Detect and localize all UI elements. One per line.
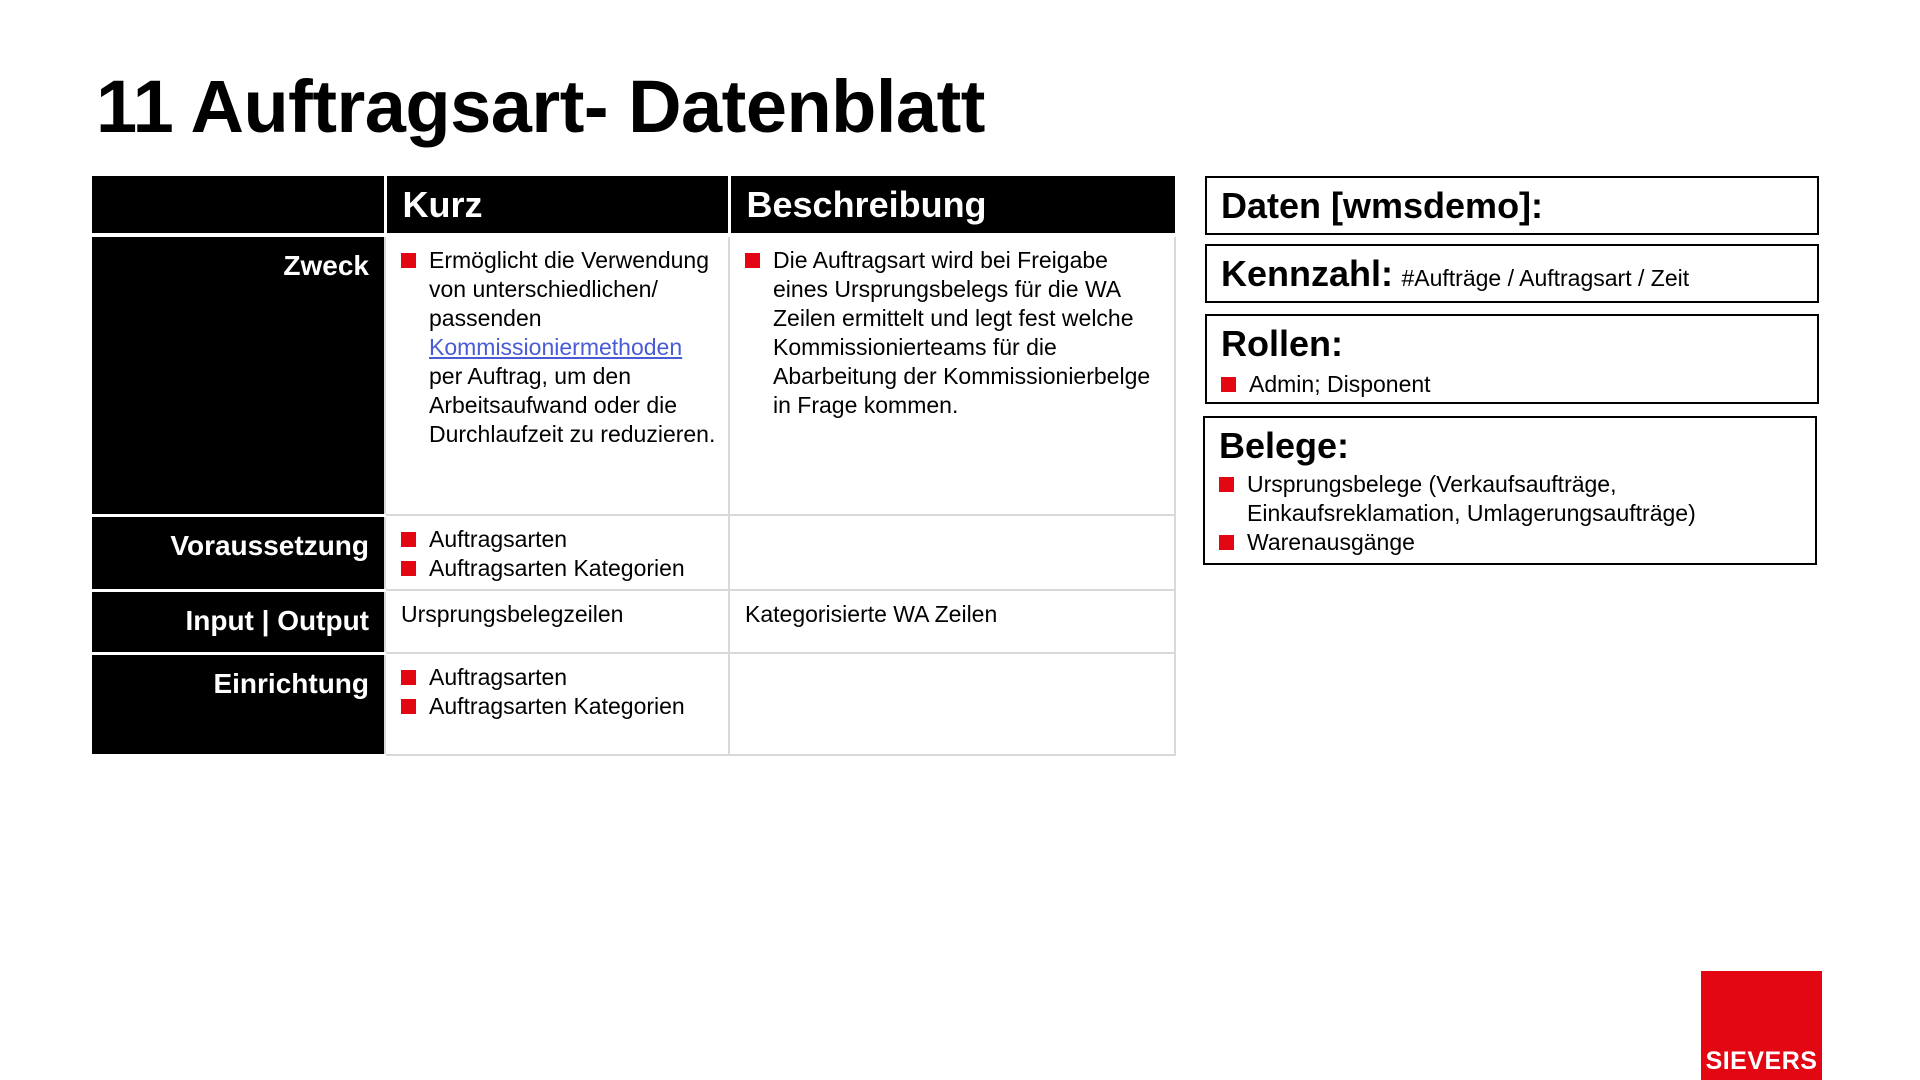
- cell-input-output-kurz: Ursprungsbelegzeilen: [385, 590, 729, 653]
- bullet-list: [401, 663, 716, 721]
- datasheet-table: [92, 176, 1176, 757]
- cell-zweck-kurz: [385, 235, 729, 515]
- kennzahl-line: [1207, 246, 1817, 294]
- rollen-box: [1205, 314, 1819, 404]
- belege-box: [1203, 416, 1817, 565]
- kennzahl-heading: Kennzahl:: [1221, 253, 1394, 294]
- cell-zweck-beschreibung: [729, 235, 1175, 515]
- bullet-list: [745, 246, 1162, 420]
- table-row-zweck: [92, 235, 1175, 515]
- list-item: Ursprungsbelege (Verkaufsaufträge, Einkaufsreklamation, Umlagerungsaufträge): [1219, 470, 1815, 528]
- header-blank-cell: [92, 176, 385, 235]
- daten-box: [1205, 176, 1819, 235]
- kennzahl-value: #Aufträge / Auftragsart / Zeit: [1401, 265, 1690, 291]
- cell-einrichtung-beschreibung: [729, 653, 1175, 755]
- sievers-logo: [1701, 971, 1822, 1080]
- table-header-row: [92, 176, 1175, 235]
- cell-voraussetzung-kurz: [385, 515, 729, 590]
- bullet-list: [401, 525, 716, 583]
- list-item: Auftragsarten: [401, 525, 716, 554]
- rollen-list: [1207, 364, 1817, 399]
- cell-einrichtung-kurz: [385, 653, 729, 755]
- logo-text: SIEVERS: [1705, 1047, 1818, 1075]
- bullet-list: [401, 246, 716, 449]
- header-beschreibung: Beschreibung: [729, 176, 1175, 235]
- cell-voraussetzung-beschreibung: [729, 515, 1175, 590]
- row-label-zweck: Zweck: [92, 235, 385, 515]
- kennzahl-box: [1205, 244, 1819, 303]
- table-row-voraussetzung: [92, 515, 1175, 590]
- list-item: Auftragsarten: [401, 663, 716, 692]
- list-item: [401, 246, 716, 449]
- list-item: Auftragsarten Kategorien: [401, 554, 716, 583]
- rollen-heading: Rollen:: [1221, 323, 1343, 364]
- list-item: Auftragsarten Kategorien: [401, 692, 716, 721]
- cell-input-output-beschreibung: Kategorisierte WA Zeilen: [729, 590, 1175, 653]
- list-item: Die Auftragsart wird bei Freigabe eines Ursprungsbelegs für die WA Zeilen ermittelt und legt fest welche Kommissionierteams für die Abarbeitung der Kommissionierbelge in Frage kommen.: [745, 246, 1162, 420]
- table-row-einrichtung: [92, 653, 1175, 755]
- kommissioniermethoden-link[interactable]: Kommissioniermethoden: [429, 334, 683, 360]
- belege-list: [1205, 466, 1815, 557]
- belege-heading: Belege:: [1219, 425, 1350, 466]
- header-kurz: Kurz: [385, 176, 729, 235]
- zweck-kurz-text-end: per Auftrag, um den Arbeitsaufwand oder die Durchlaufzeit zu reduzieren.: [429, 363, 716, 447]
- row-label-input-output: Input | Output: [92, 590, 385, 653]
- page-title: 11 Auftragsart- Datenblatt: [96, 65, 985, 148]
- row-label-einrichtung: Einrichtung: [92, 653, 385, 755]
- daten-heading: Daten [wmsdemo]:: [1221, 185, 1544, 226]
- list-item: Warenausgänge: [1219, 528, 1815, 557]
- table-row-input-output: [92, 590, 1175, 653]
- zweck-kurz-text-start: Ermöglicht die Verwendung von unterschiedlichen/ passenden: [429, 247, 709, 331]
- row-label-voraussetzung: Voraussetzung: [92, 515, 385, 590]
- list-item: Admin; Disponent: [1221, 370, 1817, 399]
